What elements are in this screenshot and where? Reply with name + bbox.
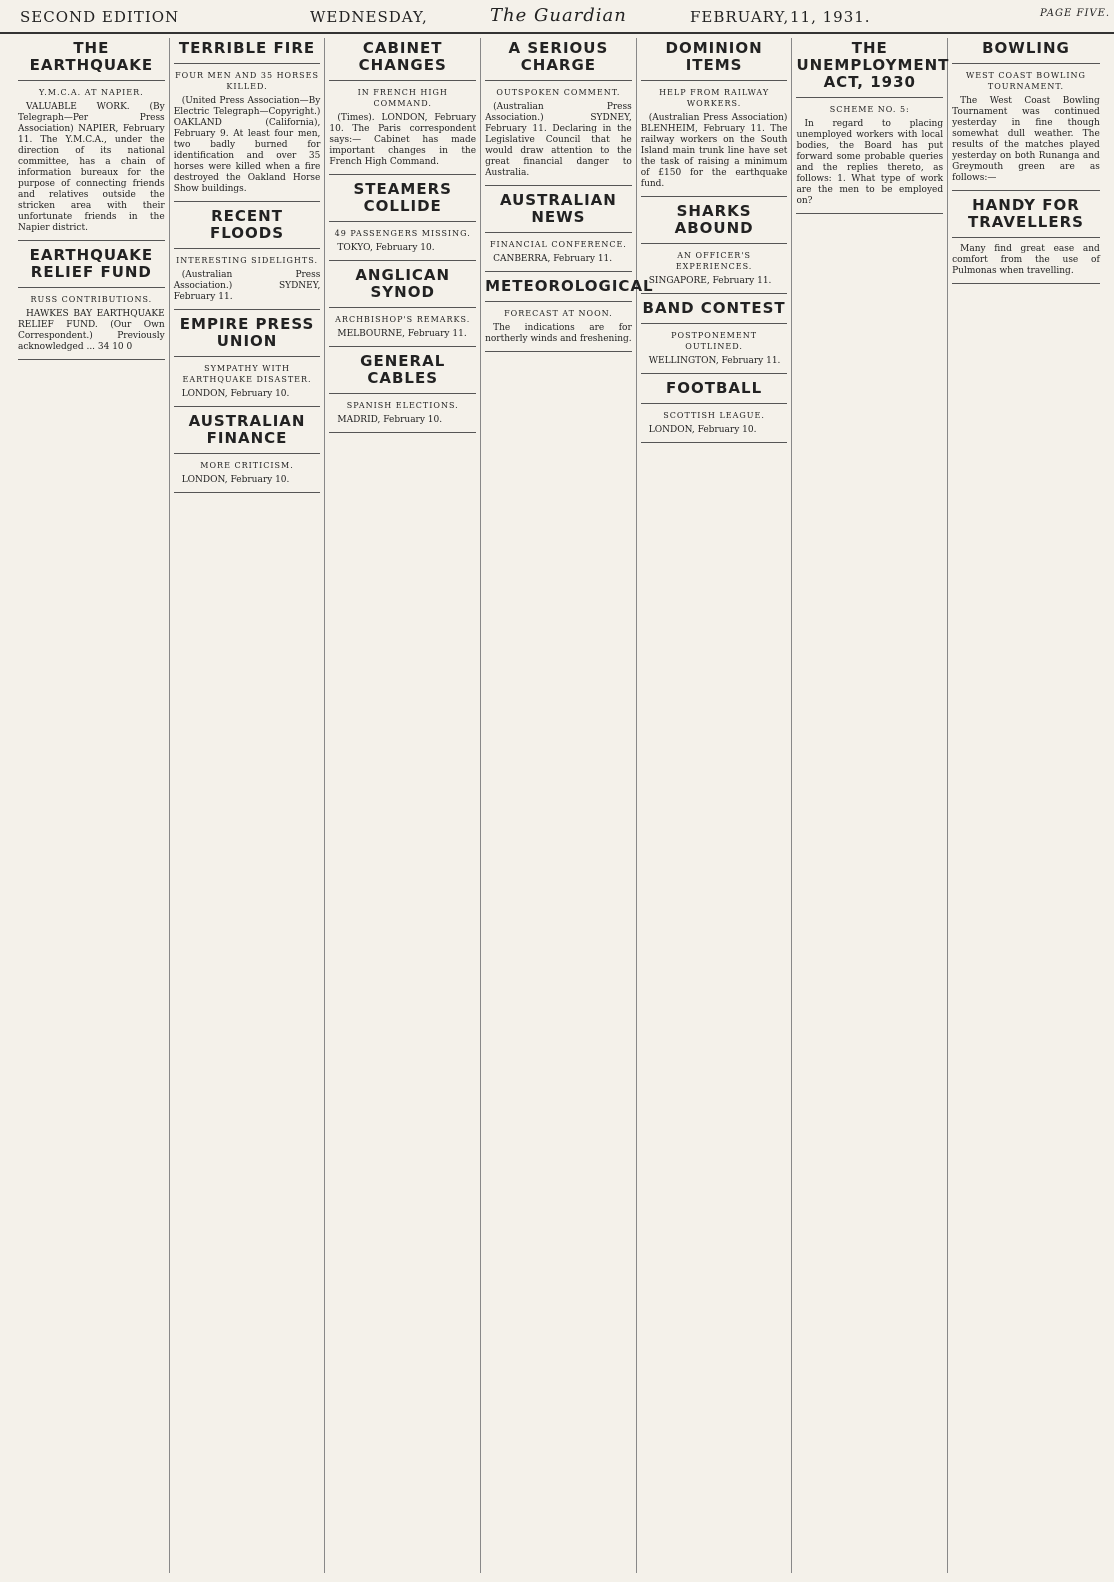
article-body: TOKYO, February 10.	[337, 243, 435, 253]
column-rule	[174, 248, 321, 249]
article-subheading: FORECAST AT NOON.	[504, 309, 613, 318]
article-subheading: POSTPONEMENT OUTLINED.	[671, 331, 758, 351]
article-body: WELLINGTON, February 11.	[648, 356, 781, 366]
date-label: 11, 1931.	[790, 8, 871, 26]
column-rule	[329, 307, 476, 308]
column-rule	[329, 174, 476, 175]
article-headline: EARTHQUAKE RELIEF FUND	[29, 246, 154, 281]
column-rule	[329, 260, 476, 261]
article-headline: FOOTBALL	[666, 379, 763, 397]
news-column	[325, 38, 481, 1573]
article-subheading: Y.M.C.A. AT NAPIER.	[38, 88, 144, 97]
column-rule	[485, 271, 632, 272]
article-headline: ANGLICAN SYNOD	[355, 266, 451, 301]
column-rule	[641, 403, 788, 404]
news-column	[948, 38, 1104, 1573]
article-body: LONDON, February 10.	[181, 389, 290, 399]
column-rule	[641, 323, 788, 324]
article-subheading: AN OFFICER'S EXPERIENCES.	[675, 251, 753, 271]
column-rule	[952, 190, 1100, 191]
article-headline: SHARKS ABOUND	[674, 202, 754, 237]
page-label: PAGE FIVE.	[1040, 8, 1111, 19]
article-subheading: FOUR MEN AND 35 HORSES KILLED.	[175, 71, 319, 91]
article-headline: AUSTRALIAN FINANCE	[188, 412, 306, 447]
article-body: (Times). LONDON, February 10. The Paris correspondent says:— Cabinet has made important changes in the French High Command.	[329, 113, 477, 167]
news-column	[792, 38, 948, 1573]
month-label: FEBRUARY,	[690, 8, 790, 26]
article-headline: GENERAL CABLES	[360, 352, 446, 387]
column-rule	[641, 243, 788, 244]
article-headline: STEAMERS COLLIDE	[353, 180, 452, 215]
column-rule	[796, 213, 943, 214]
article-body: SINGAPORE, February 11.	[648, 276, 772, 286]
day-label: WEDNESDAY,	[310, 8, 428, 26]
article-subheading: INTERESTING SIDELIGHTS.	[176, 256, 318, 265]
column-rule	[18, 359, 165, 360]
article-body: (Australian Press Association.) SYDNEY, February 11.	[173, 270, 321, 302]
article-body: (United Press Association—By Electric Telegraph—Copyright.) OAKLAND (California), February 9. At least four men, two badly burned for identification and over 35 horses were killed when a fire destroyed the Oakland Horse Show buildings.	[173, 96, 321, 194]
column-rule	[485, 301, 632, 302]
paper-title: The Guardian	[490, 5, 627, 26]
article-headline: TERRIBLE FIRE	[178, 39, 316, 57]
column-rule	[174, 309, 321, 310]
column-rule	[952, 237, 1100, 238]
column-rule	[641, 80, 788, 81]
article-body: MADRID, February 10.	[337, 415, 443, 425]
column-rule	[18, 287, 165, 288]
article-body: MELBOURNE, February 11.	[337, 329, 467, 339]
article-subheading: WEST COAST BOWLING TOURNAMENT.	[966, 71, 1086, 91]
article-body: The West Coast Bowling Tournament was continued yesterday in fine though somewhat dull weather. The results of the matches played yesterday on both Runanga and Greymouth green are as follows:—	[952, 96, 1100, 183]
article-body: (Australian Press Association) BLENHEIM, February 11. The railway workers on the South Island main trunk line have set the task of raising a minimum of £150 for the earthquake fund.	[640, 113, 788, 189]
article-subheading: FINANCIAL CONFERENCE.	[489, 240, 627, 249]
column-rule	[952, 283, 1100, 284]
news-column	[14, 38, 170, 1573]
article-subheading: 49 PASSENGERS MISSING.	[334, 229, 471, 238]
column-rule	[485, 232, 632, 233]
news-column	[481, 38, 654, 1573]
column-rule	[485, 185, 632, 186]
article-headline: A SERIOUS CHARGE	[508, 39, 609, 74]
column-rule	[485, 80, 632, 81]
article-headline: THE UNEMPLOYMENT ACT, 1930	[796, 39, 950, 91]
article-headline: DOMINION ITEMS	[665, 39, 763, 74]
article-subheading: SYMPATHY WITH EARTHQUAKE DISASTER.	[182, 364, 312, 384]
news-columns	[14, 38, 1104, 1573]
article-headline: HANDY FOR TRAVELLERS	[967, 196, 1084, 231]
article-subheading: RUSS CONTRIBUTIONS.	[30, 295, 153, 304]
column-rule	[641, 442, 788, 443]
column-rule	[329, 80, 476, 81]
article-body: LONDON, February 10.	[181, 475, 290, 485]
column-rule	[174, 201, 321, 202]
article-body: LONDON, February 10.	[648, 425, 757, 435]
column-rule	[796, 97, 943, 98]
article-body: HAWKES BAY EARTHQUAKE RELIEF FUND. (Our Own Correspondent.) Previously acknowledged ... 34 10 0	[18, 309, 165, 352]
article-headline: BAND CONTEST	[642, 299, 786, 317]
article-subheading: OUTSPOKEN COMMENT.	[496, 88, 621, 97]
column-rule	[18, 240, 165, 241]
column-rule	[485, 351, 632, 352]
edition-label: SECOND EDITION	[20, 8, 180, 26]
column-rule	[641, 196, 788, 197]
news-column	[637, 38, 793, 1573]
column-rule	[641, 293, 788, 294]
masthead	[0, 0, 1114, 34]
article-headline: METEOROLOGICAL	[485, 277, 654, 295]
article-subheading: ARCHBISHOP'S REMARKS.	[335, 315, 471, 324]
article-headline: THE EARTHQUAKE	[29, 39, 154, 74]
column-rule	[174, 406, 321, 407]
column-rule	[329, 393, 476, 394]
article-subheading: HELP FROM RAILWAY WORKERS.	[659, 88, 770, 108]
article-headline: EMPIRE PRESS UNION	[179, 315, 315, 350]
article-headline: RECENT FLOODS	[210, 207, 285, 242]
column-rule	[329, 432, 476, 433]
article-headline: AUSTRALIAN NEWS	[499, 191, 617, 226]
article-body: In regard to placing unemployed workers with local bodies, the Board has put forward some probable queries and the replies thereto, as follows: 1. What type of work are the men to be employed on?	[796, 119, 944, 206]
column-rule	[329, 221, 476, 222]
column-rule	[174, 492, 321, 493]
news-column	[170, 38, 326, 1573]
column-rule	[174, 63, 321, 64]
column-rule	[641, 373, 788, 374]
article-headline: CABINET CHANGES	[358, 39, 447, 74]
article-subheading: IN FRENCH HIGH COMMAND.	[357, 88, 448, 108]
article-body: Many find great ease and comfort from the use of Pulmonas when travelling.	[952, 244, 1100, 276]
column-rule	[18, 80, 165, 81]
article-headline: BOWLING	[982, 39, 1070, 57]
column-rule	[174, 453, 321, 454]
article-subheading: SCHEME NO. 5:	[829, 105, 910, 114]
article-body: CANBERRA, February 11.	[493, 254, 613, 264]
article-subheading: MORE CRITICISM.	[200, 461, 294, 470]
article-subheading: SCOTTISH LEAGUE.	[663, 411, 765, 420]
column-rule	[174, 356, 321, 357]
article-body: The indications are for northerly winds and freshening.	[485, 323, 632, 344]
article-subheading: SPANISH ELECTIONS.	[346, 401, 459, 410]
column-rule	[329, 346, 476, 347]
article-body: VALUABLE WORK. (By Telegraph—Per Press Association) NAPIER, February 11. The Y.M.C.A., under the direction of its national committee, has a chain of information bureaux for the purpose of connecting friends and relatives outside the stricken area with their unfortunate friends in the Napier district.	[18, 102, 165, 233]
column-rule	[952, 63, 1100, 64]
article-body: (Australian Press Association.) SYDNEY, February 11. Declaring in the Legislative Council that he would draw attention to the great financial danger to Australia.	[485, 102, 632, 178]
